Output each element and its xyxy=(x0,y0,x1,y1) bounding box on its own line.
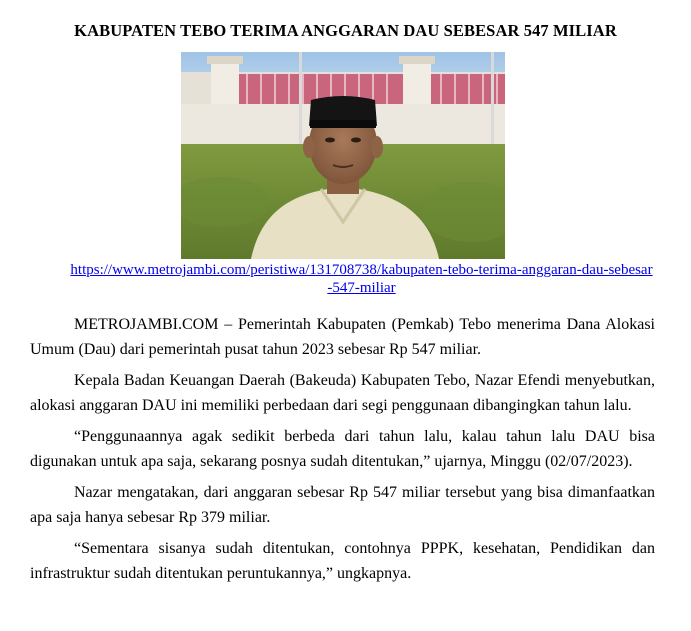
paragraph: “Penggunaannya agak sedikit berbeda dari tahun lalu, kalau tahun lalu DAU bisa digunakan untuk apa saja, sekarang posnya sudah ditentukan,” ujarnya, Minggu (02/07/2023). xyxy=(30,428,655,470)
paragraph: Kepala Badan Keuangan Daerah (Bakeuda) Kabupaten Tebo, Nazar Efendi menyebutkan, alokasi anggaran DAU ini memiliki perbedaan dari segi penggunaan dibangingkan tahun lalu. xyxy=(30,372,655,414)
article-title: KABUPATEN TEBO TERIMA ANGGARAN DAU SEBESAR 547 MILIAR xyxy=(74,21,617,40)
paragraph: METROJAMBI.COM – Pemerintah Kabupaten (Pemkab) Tebo menerima Dana Alokasi Umum (Dau) dari pemerintah pusat tahun 2023 sebesar Rp 547 miliar. xyxy=(30,316,655,358)
article-body xyxy=(30,312,655,592)
article-photo xyxy=(181,52,505,259)
paragraph: Nazar mengatakan, dari anggaran sebesar Rp 547 miliar tersebut yang bisa dimanfaatkan apa saja hanya sebesar Rp 379 miliar. xyxy=(30,484,655,526)
paragraph: “Sementara sisanya sudah ditentukan, contohnya PPPK, kesehatan, Pendidikan dan infrastruktur sudah ditentukan peruntukannya,” ungkapnya. xyxy=(30,540,655,582)
source-link[interactable]: https://www.metrojambi.com/peristiwa/131708738/kabupaten-tebo-terima-anggaran-dau-sebesar-547-miliar xyxy=(70,262,653,296)
